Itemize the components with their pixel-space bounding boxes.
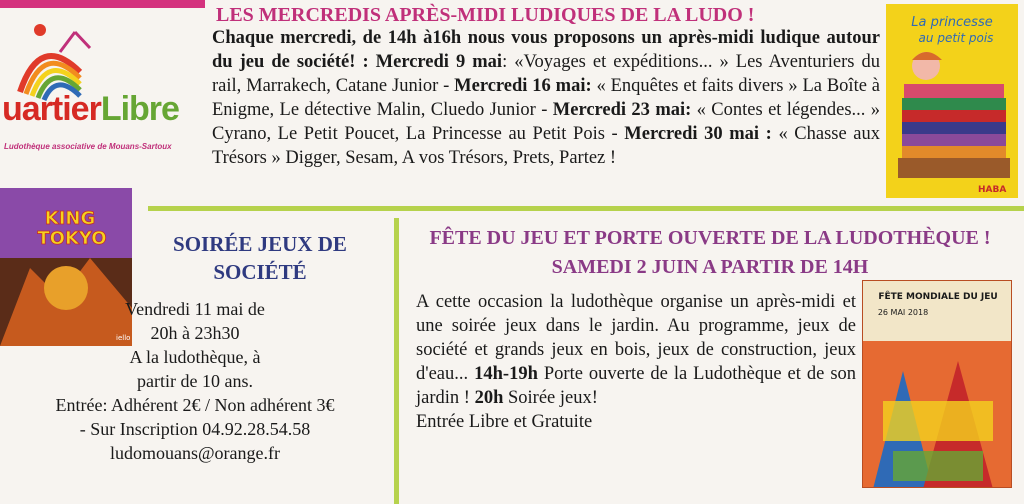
horizontal-divider <box>148 206 1024 211</box>
fete-open-house: Porte ouverte de la Ludothèque et de son jardin ! <box>416 364 857 408</box>
fete-du-jeu-body <box>416 290 856 434</box>
wednesday-games-body <box>212 26 880 170</box>
princesse-box-title-2: au petit pois <box>918 31 994 45</box>
soiree-jeux-body <box>0 297 390 465</box>
soiree-jeux-title: SOIRÉE JEUX DE SOCIÉTÉ <box>173 232 347 284</box>
theme-2: « Enquêtes et faits divers » La Boîte à Enigme, Le détective Malin, Cluedo Junior - <box>212 76 881 120</box>
soiree-age: partir de 10 ans. <box>137 371 253 391</box>
theme-3: « Contes et légendes... » Cyrano, Le Petit Poucet, La Princesse au Petit Pois - <box>212 100 881 144</box>
fete-intro: A cette occasion la ludothèque organise un après-midi et une soirée jeux dans le jardin. Au programme, jeux de société et grands jeux en bois, jeux de construction, jeux d'eau... <box>416 292 856 384</box>
header-color-bar <box>0 0 205 8</box>
tokyo-box-title-1: KING <box>44 208 96 229</box>
date-3: Mercredi 23 mai: <box>552 100 692 120</box>
princesse-box-title-1: La princesse <box>911 15 993 30</box>
fete-poster-title: FÊTE MONDIALE DU JEU <box>878 292 998 302</box>
fete-hours-1: 14h-19h <box>474 364 538 384</box>
princesse-box-art <box>886 4 1018 198</box>
fete-poster-art <box>863 281 1012 488</box>
logo-name: uartierLibre <box>2 90 179 128</box>
princesse-box-brand: HABA <box>978 185 1007 195</box>
soiree-email: ludomouans@orange.fr <box>109 443 281 463</box>
fete-du-jeu-title: FÊTE DU JEU ET PORTE OUVERTE DE LA LUDOTHÈQUE ! SAMEDI 2 JUIN A PARTIR DE 14H <box>429 227 991 278</box>
tokyo-box-title-2: TOKYO <box>37 228 107 249</box>
soiree-price: Entrée: Adhérent 2€ / Non adhérent 3€ <box>55 395 335 415</box>
logo-subtitle: Ludothèque associative de Mouans-Sartoux <box>4 142 172 151</box>
fete-hours-2: 20h <box>474 388 504 408</box>
quartier-libre-logo <box>0 12 205 162</box>
fete-entry: Entrée Libre et Gratuite <box>416 412 593 432</box>
intro-text: Chaque mercredi, de 14h à16h nous vous proposons un après-midi ludique autour du jeu de société! : <box>212 28 880 72</box>
rainbow-figure-icon <box>0 12 205 102</box>
vertical-divider <box>394 218 399 504</box>
fete-mondiale-poster <box>862 280 1012 488</box>
date-2: Mercredi 16 mai: <box>454 76 592 96</box>
fete-poster-date: 26 MAI 2018 <box>877 308 929 317</box>
wednesday-games-title: LES MERCREDIS APRÈS-MIDI LUDIQUES DE LA LUDO ! <box>216 4 755 26</box>
soiree-location: A la ludothèque, à <box>129 347 261 367</box>
soiree-date: Vendredi 11 mai de <box>125 299 265 319</box>
date-1: Mercredi 9 mai <box>375 52 503 72</box>
theme-4: « Chasse aux Trésors » Digger, Sesam, A vos Trésors, Prets, Partez ! <box>212 124 881 168</box>
tokyo-box-brand: iello <box>116 334 131 342</box>
date-4: Mercredi 30 mai : <box>624 124 772 144</box>
soiree-phone: - Sur Inscription 04.92.28.54.58 <box>79 419 311 439</box>
fete-evening: Soirée jeux! <box>507 388 598 408</box>
soiree-time: 20h à 23h30 <box>150 323 240 343</box>
theme-1: : «Voyages et expéditions... » Les Aventuriers du rail, Marrakech, Catane Junior - <box>212 52 881 96</box>
princesse-game-box <box>886 4 1018 198</box>
